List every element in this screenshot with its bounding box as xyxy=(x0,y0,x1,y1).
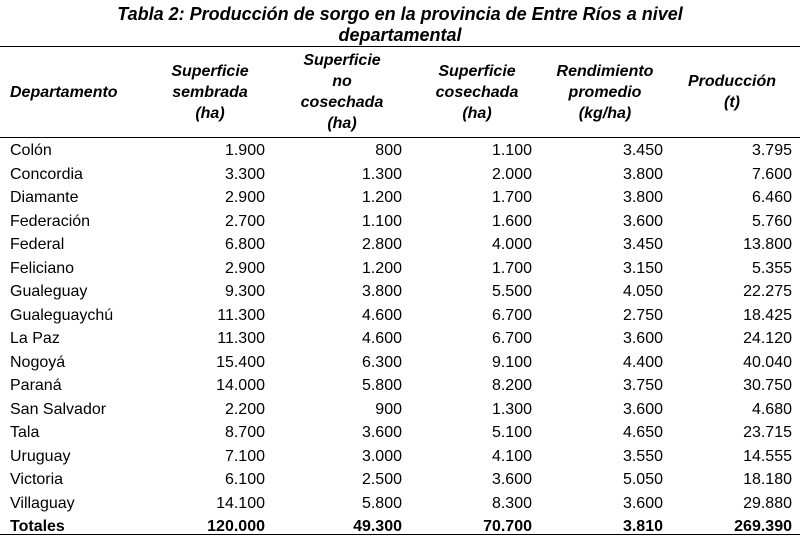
cell-rendimiento: 3.800 xyxy=(622,189,663,206)
cell-rendimiento: 3.450 xyxy=(622,142,663,159)
cell-superficie-sembrada: 11.300 xyxy=(217,330,265,347)
cell-superficie-no-cosechada: 3.000 xyxy=(361,447,402,465)
cell-rendimiento: 2.750 xyxy=(622,306,663,324)
cell-produccion: 23.715 xyxy=(743,424,792,441)
header-produccion: Producción (t) xyxy=(687,73,776,111)
table-row xyxy=(0,163,800,187)
cell-superficie-sembrada: 14.100 xyxy=(216,494,265,512)
total-departamento: Totales xyxy=(10,518,65,535)
cell-superficie-sembrada: 9.300 xyxy=(224,283,265,300)
cell-rendimiento: 3.600 xyxy=(622,400,663,418)
cell-superficie-cosechada: 8.200 xyxy=(491,377,532,394)
cell-superficie-no-cosechada: 3.600 xyxy=(361,424,402,441)
cell-rendimiento: 3.450 xyxy=(622,236,663,253)
table-row xyxy=(0,468,800,492)
cell-produccion: 22.275 xyxy=(743,283,792,300)
cell-superficie-cosechada: 9.100 xyxy=(491,353,532,371)
cell-superficie-cosechada: 6.700 xyxy=(491,306,532,324)
cell-rendimiento: 5.050 xyxy=(622,471,663,488)
table-row xyxy=(0,233,800,257)
cell-superficie-cosechada: 5.500 xyxy=(491,283,532,300)
cell-departamento: Colón xyxy=(10,142,52,159)
cell-departamento: San Salvador xyxy=(10,400,107,418)
cell-departamento: La Paz xyxy=(10,330,60,347)
cell-superficie-cosechada: 4.000 xyxy=(491,236,532,253)
table-title-line-2: departamental xyxy=(338,25,462,45)
cell-superficie-sembrada: 2.900 xyxy=(224,259,265,277)
cell-superficie-sembrada: 2.900 xyxy=(224,189,265,206)
table-title-line-1: Tabla 2: Producción de sorgo en la provincia de Entre Ríos a nivel xyxy=(117,4,683,24)
cell-departamento: Feliciano xyxy=(10,259,75,277)
cell-rendimiento: 4.050 xyxy=(622,283,663,300)
cell-superficie-no-cosechada: 800 xyxy=(375,142,402,159)
header-superficie-no-cosechada: Superficie no cosechada (ha) xyxy=(300,52,384,132)
cell-produccion: 5.355 xyxy=(751,259,792,277)
cell-superficie-no-cosechada: 2.500 xyxy=(361,471,402,488)
cell-superficie-cosechada: 5.100 xyxy=(491,424,532,441)
cell-produccion: 18.425 xyxy=(743,306,792,324)
table-row xyxy=(0,398,800,422)
table-body xyxy=(0,139,800,539)
cell-departamento: Concordia xyxy=(10,165,83,183)
cell-superficie-sembrada: 7.100 xyxy=(224,447,265,465)
cell-rendimiento: 3.150 xyxy=(622,259,663,277)
cell-superficie-sembrada: 2.200 xyxy=(224,400,265,418)
cell-superficie-cosechada: 2.000 xyxy=(491,165,532,183)
cell-departamento: Villaguay xyxy=(10,494,75,512)
cell-rendimiento: 3.750 xyxy=(622,377,663,394)
cell-superficie-cosechada: 1.300 xyxy=(491,400,532,418)
table-row xyxy=(0,351,800,375)
total-superficie-cosechada: 70.700 xyxy=(483,518,532,535)
cell-superficie-no-cosechada: 1.300 xyxy=(361,165,402,183)
cell-superficie-no-cosechada: 6.300 xyxy=(361,353,402,371)
cell-superficie-sembrada: 2.700 xyxy=(224,212,265,230)
table-row xyxy=(0,492,800,516)
total-superficie-sembrada: 120.000 xyxy=(207,518,265,535)
table-row xyxy=(0,304,800,328)
cell-rendimiento: 3.550 xyxy=(622,447,663,465)
cell-departamento: Federación xyxy=(10,212,91,230)
cell-superficie-cosechada: 8.300 xyxy=(491,494,532,512)
cell-superficie-sembrada: 6.100 xyxy=(224,471,265,488)
cell-produccion: 24.120 xyxy=(743,330,792,347)
cell-superficie-cosechada: 6.700 xyxy=(491,330,532,347)
top-rule xyxy=(0,46,800,47)
cell-produccion: 4.680 xyxy=(751,400,792,418)
table-row xyxy=(0,327,800,351)
cell-superficie-cosechada: 3.600 xyxy=(491,471,532,488)
table-header xyxy=(0,48,800,136)
cell-departamento: Uruguay xyxy=(10,447,71,465)
cell-produccion: 3.795 xyxy=(751,142,792,159)
cell-superficie-no-cosechada: 900 xyxy=(375,400,402,418)
cell-produccion: 13.800 xyxy=(743,236,792,253)
cell-superficie-cosechada: 1.700 xyxy=(491,189,532,206)
cell-superficie-no-cosechada: 5.800 xyxy=(361,494,402,512)
table-row xyxy=(0,257,800,281)
cell-departamento: Federal xyxy=(10,236,65,253)
table-row xyxy=(0,374,800,398)
cell-superficie-sembrada: 6.800 xyxy=(224,236,265,253)
total-rendimiento: 3.810 xyxy=(622,518,663,535)
cell-superficie-cosechada: 1.700 xyxy=(491,259,532,277)
cell-superficie-no-cosechada: 4.600 xyxy=(361,306,402,324)
cell-rendimiento: 4.650 xyxy=(622,424,663,441)
cell-departamento: Gualeguay xyxy=(10,283,88,300)
cell-superficie-no-cosechada: 2.800 xyxy=(361,236,402,253)
cell-produccion: 6.460 xyxy=(751,189,792,206)
cell-superficie-cosechada: 4.100 xyxy=(491,447,532,465)
cell-produccion: 14.555 xyxy=(743,447,792,465)
cell-superficie-sembrada: 11.300 xyxy=(217,306,265,324)
table-row xyxy=(0,421,800,445)
cell-rendimiento: 4.400 xyxy=(622,353,663,371)
cell-departamento: Tala xyxy=(10,424,40,441)
table-row xyxy=(0,280,800,304)
cell-produccion: 40.040 xyxy=(743,353,792,371)
cell-superficie-sembrada: 15.400 xyxy=(216,353,265,371)
cell-produccion: 29.880 xyxy=(743,494,792,512)
table-row xyxy=(0,210,800,234)
cell-superficie-cosechada: 1.600 xyxy=(491,212,532,230)
cell-rendimiento: 3.600 xyxy=(622,330,663,347)
cell-superficie-cosechada: 1.100 xyxy=(491,142,532,159)
header-superficie-sembrada: Superficie sembrada (ha) xyxy=(171,62,249,122)
header-rule xyxy=(0,137,800,138)
cell-superficie-no-cosechada: 1.200 xyxy=(361,259,402,277)
table-row xyxy=(0,186,800,210)
cell-rendimiento: 3.600 xyxy=(622,494,663,512)
header-superficie-cosechada: Superficie cosechada (ha) xyxy=(435,62,519,122)
cell-departamento: Gualeguaychú xyxy=(10,306,114,324)
total-produccion: 269.390 xyxy=(734,518,792,535)
bottom-rule xyxy=(0,534,800,535)
cell-superficie-no-cosechada: 4.600 xyxy=(361,330,402,347)
cell-produccion: 5.760 xyxy=(751,212,792,230)
cell-produccion: 7.600 xyxy=(751,165,792,183)
cell-produccion: 30.750 xyxy=(743,377,792,394)
cell-superficie-no-cosechada: 1.200 xyxy=(361,189,402,206)
table-row xyxy=(0,139,800,163)
cell-superficie-no-cosechada: 3.800 xyxy=(361,283,402,300)
cell-rendimiento: 3.800 xyxy=(622,165,663,183)
cell-superficie-sembrada: 8.700 xyxy=(224,424,265,441)
header-rendimiento-promedio: Rendimiento promedio (kg/ha) xyxy=(556,62,654,122)
cell-superficie-sembrada: 1.900 xyxy=(224,142,265,159)
cell-produccion: 18.180 xyxy=(743,471,792,488)
cell-departamento: Paraná xyxy=(10,377,62,394)
cell-departamento: Nogoyá xyxy=(10,353,66,371)
table-row xyxy=(0,445,800,469)
cell-superficie-no-cosechada: 5.800 xyxy=(361,377,402,394)
cell-rendimiento: 3.600 xyxy=(622,212,663,230)
table-title xyxy=(0,4,800,46)
cell-superficie-no-cosechada: 1.100 xyxy=(361,212,402,230)
total-superficie-no-cosechada: 49.300 xyxy=(353,518,402,535)
cell-superficie-sembrada: 3.300 xyxy=(224,165,265,183)
cell-departamento: Diamante xyxy=(10,189,79,206)
header-departamento: Departamento xyxy=(10,83,118,101)
cell-departamento: Victoria xyxy=(10,471,64,488)
cell-superficie-sembrada: 14.000 xyxy=(216,377,265,394)
